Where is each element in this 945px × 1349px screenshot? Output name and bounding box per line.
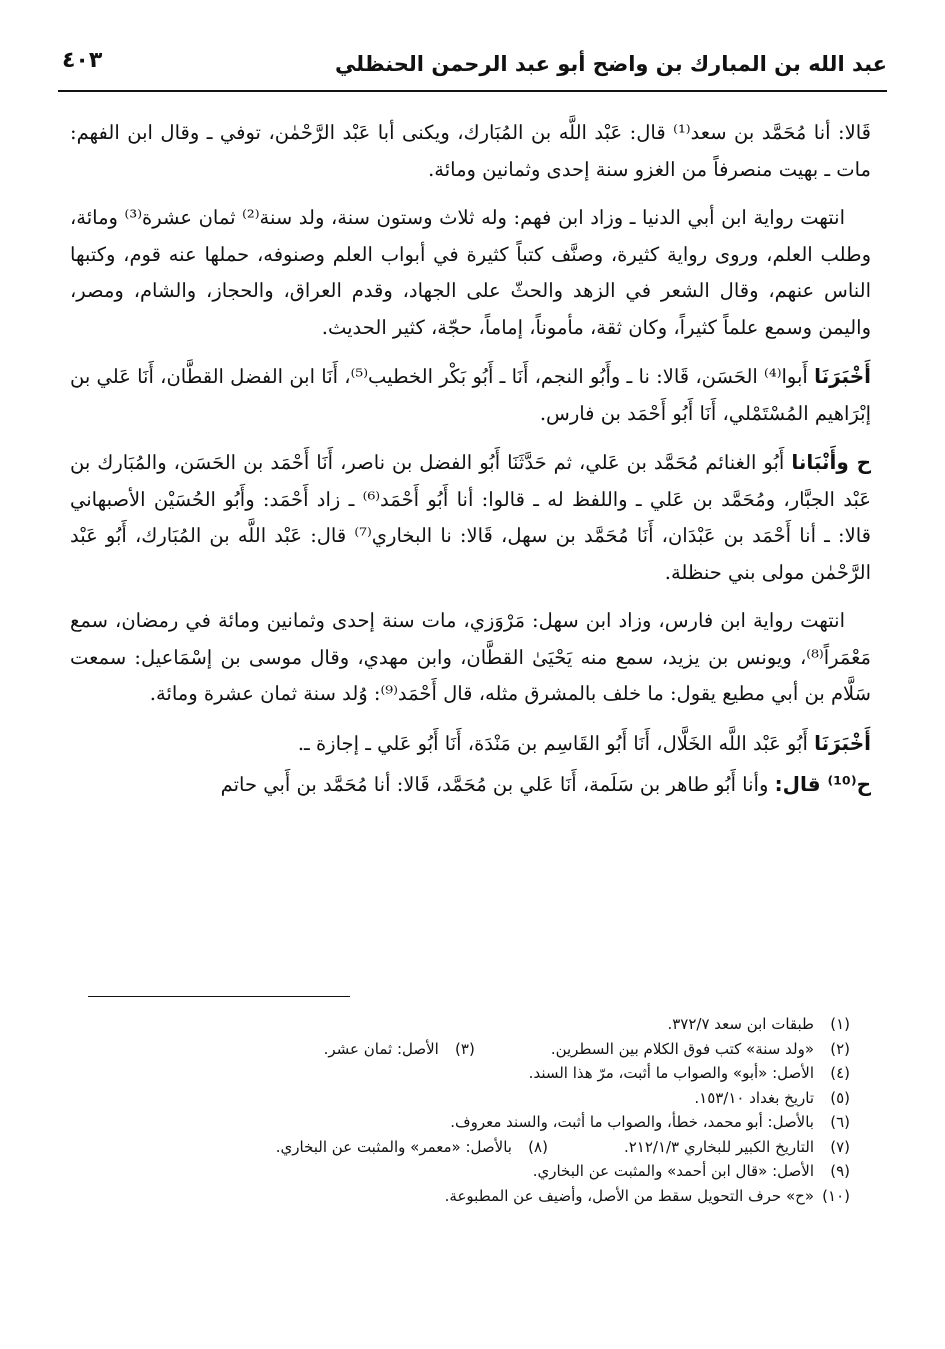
footnote	[445, 1184, 850, 1209]
footnote-number: (٧)	[830, 1137, 850, 1156]
footnote	[667, 1012, 850, 1037]
paragraph-text: انتهت رواية ابن فارس، وزاد ابن سهل: مَرْوَزي، مات سنة إحدى وثمانين ومائة في رمضان، سمع مَعْمَراً⁽⁸⁾، ويونس بن يزيد، سمع منه يَحْيَىٰ القطَّان، وابن مهدي، وقال موسى بن إسْمَاعيل: سمعت سَلَّام بن أبي مطيع يقول: ما خلف بالمشرق مثله، قال أَحْمَد⁽⁹⁾: وُلد سنة ثمان عشرة ومائة.	[70, 609, 871, 705]
footnote-row	[88, 1110, 850, 1135]
footnote-text: «ح» حرف التحويل سقط من الأصل، وأضيف عن المطبوعة.	[444, 1186, 814, 1205]
running-head: عبد الله بن المبارك بن واضح أبو عبد الرحمن الحنظلي	[334, 52, 887, 76]
paragraph-text: أَبُو الغنائم مُحَمَّد بن عَلي، ثم حَدَّثَنَا أَبُو الفضل بن ناصر، أَنَا أَحْمَد بن الحَسَن، والمُبَارك بن عَبْد الجبَّار، ومُحَمَّد بن عَلي ـ واللفظ له ـ قالوا: أنا أَبُو أَحْمَد⁽⁶⁾ ـ زاد أَحْمَد: وأَبُو الحُسَيْن الأصبهاني قالا: ـ أنا أَحْمَد بن عَبْدَان، أَنَا مُحَمَّد بن سهل، قَالا: نا البخاري⁽⁷⁾ قال: عَبْد اللَّه بن المُبَارك، أَبُو عَبْد الرَّحْمٰن مولى بني حنظلة.	[70, 451, 871, 584]
paragraph-text: قَالا: أنا مُحَمَّد بن سعد⁽¹⁾ قال: عَبْد اللَّه بن المُبَارك، ويكنى أبا عَبْد الرَّحْمٰن، توفي ـ وقال ابن الفهم: مات ـ بهيت منصرفاً من الغزو سنة إحدى وثمانين ومائة.	[70, 121, 871, 181]
footnote-number: (٣)	[455, 1039, 475, 1058]
isnad-lead: ح⁽¹⁰⁾ قال:	[774, 772, 871, 796]
footnote	[324, 1037, 475, 1062]
footnote-text: تاريخ بغداد ١٥٣/١٠.	[694, 1088, 814, 1107]
footnote-row	[88, 1184, 850, 1209]
footnote-row	[88, 1012, 850, 1037]
footnote-text: «ولد سنة» كتب فوق الكلام بين السطرين.	[550, 1039, 814, 1058]
footnote	[624, 1135, 850, 1160]
footnote	[276, 1135, 548, 1160]
isnad-paragraph	[70, 358, 871, 432]
isnad-lead: أَخْبَرَنَا	[814, 730, 871, 755]
footnote-text: التاريخ الكبير للبخاري ٢١٢/١/٣.	[623, 1137, 814, 1156]
footnote	[694, 1086, 850, 1111]
footnote	[533, 1159, 850, 1184]
footnote	[450, 1110, 850, 1135]
footnote-separator	[88, 996, 350, 997]
footnote-text: بالأصل: أبو محمد، خطأ، والصواب ما أثبت، والسند معروف.	[450, 1113, 814, 1131]
footnotes	[88, 1012, 850, 1208]
paragraph-text: انتهت رواية ابن أبي الدنيا ـ وزاد ابن فهم: وله ثلاث وستون سنة، ولد سنة⁽²⁾ ثمان عشرة⁽³⁾ ومائة، وطلب العلم، وروى رواية كثيرة، وصنَّف كتباً كثيرة في أبواب العلم وصنوفه، حملها عنه قوم، وكتبها الناس عنهم، وقال الشعر في الزهد والحثّ على الجهاد، وقدم العراق، والحجاز، والشام، ومصر، واليمن وسمع علماً كثيراً، وكان ثقة، مأموناً، إماماً، حجّة، كثير الحديث.	[70, 206, 871, 339]
footnote-text: بالأصل: «معمر» والمثبت عن البخاري.	[275, 1137, 512, 1156]
footnote-row	[88, 1061, 850, 1086]
footnote-text: طبقات ابن سعد ٣٧٢/٧.	[667, 1015, 814, 1033]
isnad-lead: أَخْبَرَنَا	[814, 364, 871, 388]
paragraph	[70, 603, 871, 713]
page-number: ٤٠٣	[62, 48, 103, 73]
isnad-paragraph	[70, 766, 871, 804]
footnote-number: (١)	[830, 1015, 850, 1033]
footnote-number: (٤)	[830, 1064, 850, 1082]
isnad-paragraph	[70, 725, 871, 763]
main-text	[70, 115, 871, 816]
footnote-number: (٦)	[830, 1113, 850, 1131]
footnote-row	[88, 1159, 850, 1184]
footnote-row	[88, 1086, 850, 1111]
isnad-lead: ح وأَنْبَانا	[791, 450, 871, 474]
paragraph-text: أَبوا⁽⁴⁾ الحَسَن، قَالا: نا ـ وأَبُو النجم، أَنَا ـ أَبُو بَكْر الخطيب⁽⁵⁾، أَنَا ابن الفضل القطَّان، أَنَا عَلي بن إبْرَاهيم المُسْتَمْلي، أَنَا أَبُو أَحْمَد بن فارس.	[70, 365, 871, 425]
paragraph	[70, 115, 871, 188]
paragraph-text: وأنا أَبُو طاهر بن سَلَمة، أَنَا عَلي بن مُحَمَّد، قَالا: أنا مُحَمَّد بن أَبي حاتم	[220, 773, 769, 796]
paragraph	[70, 200, 871, 346]
footnote-number: (١٠)	[822, 1186, 850, 1205]
footnote-row	[88, 1135, 850, 1160]
footnote-number: (٩)	[830, 1162, 850, 1180]
isnad-paragraph	[70, 444, 871, 591]
paragraph-text: أَبُو عَبْد اللَّه الخَلَّال، أَنَا أَبُو القَاسِم بن مَنْدَة، أَنَا أَبُو عَلي ـ إجازة ـ.	[297, 731, 808, 755]
page-header	[58, 44, 887, 92]
footnote-text: الأصل: «قال ابن أحمد» والمثبت عن البخاري.	[532, 1162, 814, 1180]
footnote	[529, 1061, 850, 1086]
footnote	[551, 1037, 850, 1062]
footnote-text: الأصل: «أبو» والصواب ما أثبت، مرّ هذا السند.	[528, 1064, 814, 1082]
footnote-text: الأصل: ثمان عشر.	[323, 1039, 439, 1058]
footnote-number: (٢)	[830, 1039, 850, 1058]
footnote-number: (٨)	[528, 1137, 548, 1156]
footnote-row	[88, 1037, 850, 1062]
footnote-number: (٥)	[830, 1088, 850, 1107]
